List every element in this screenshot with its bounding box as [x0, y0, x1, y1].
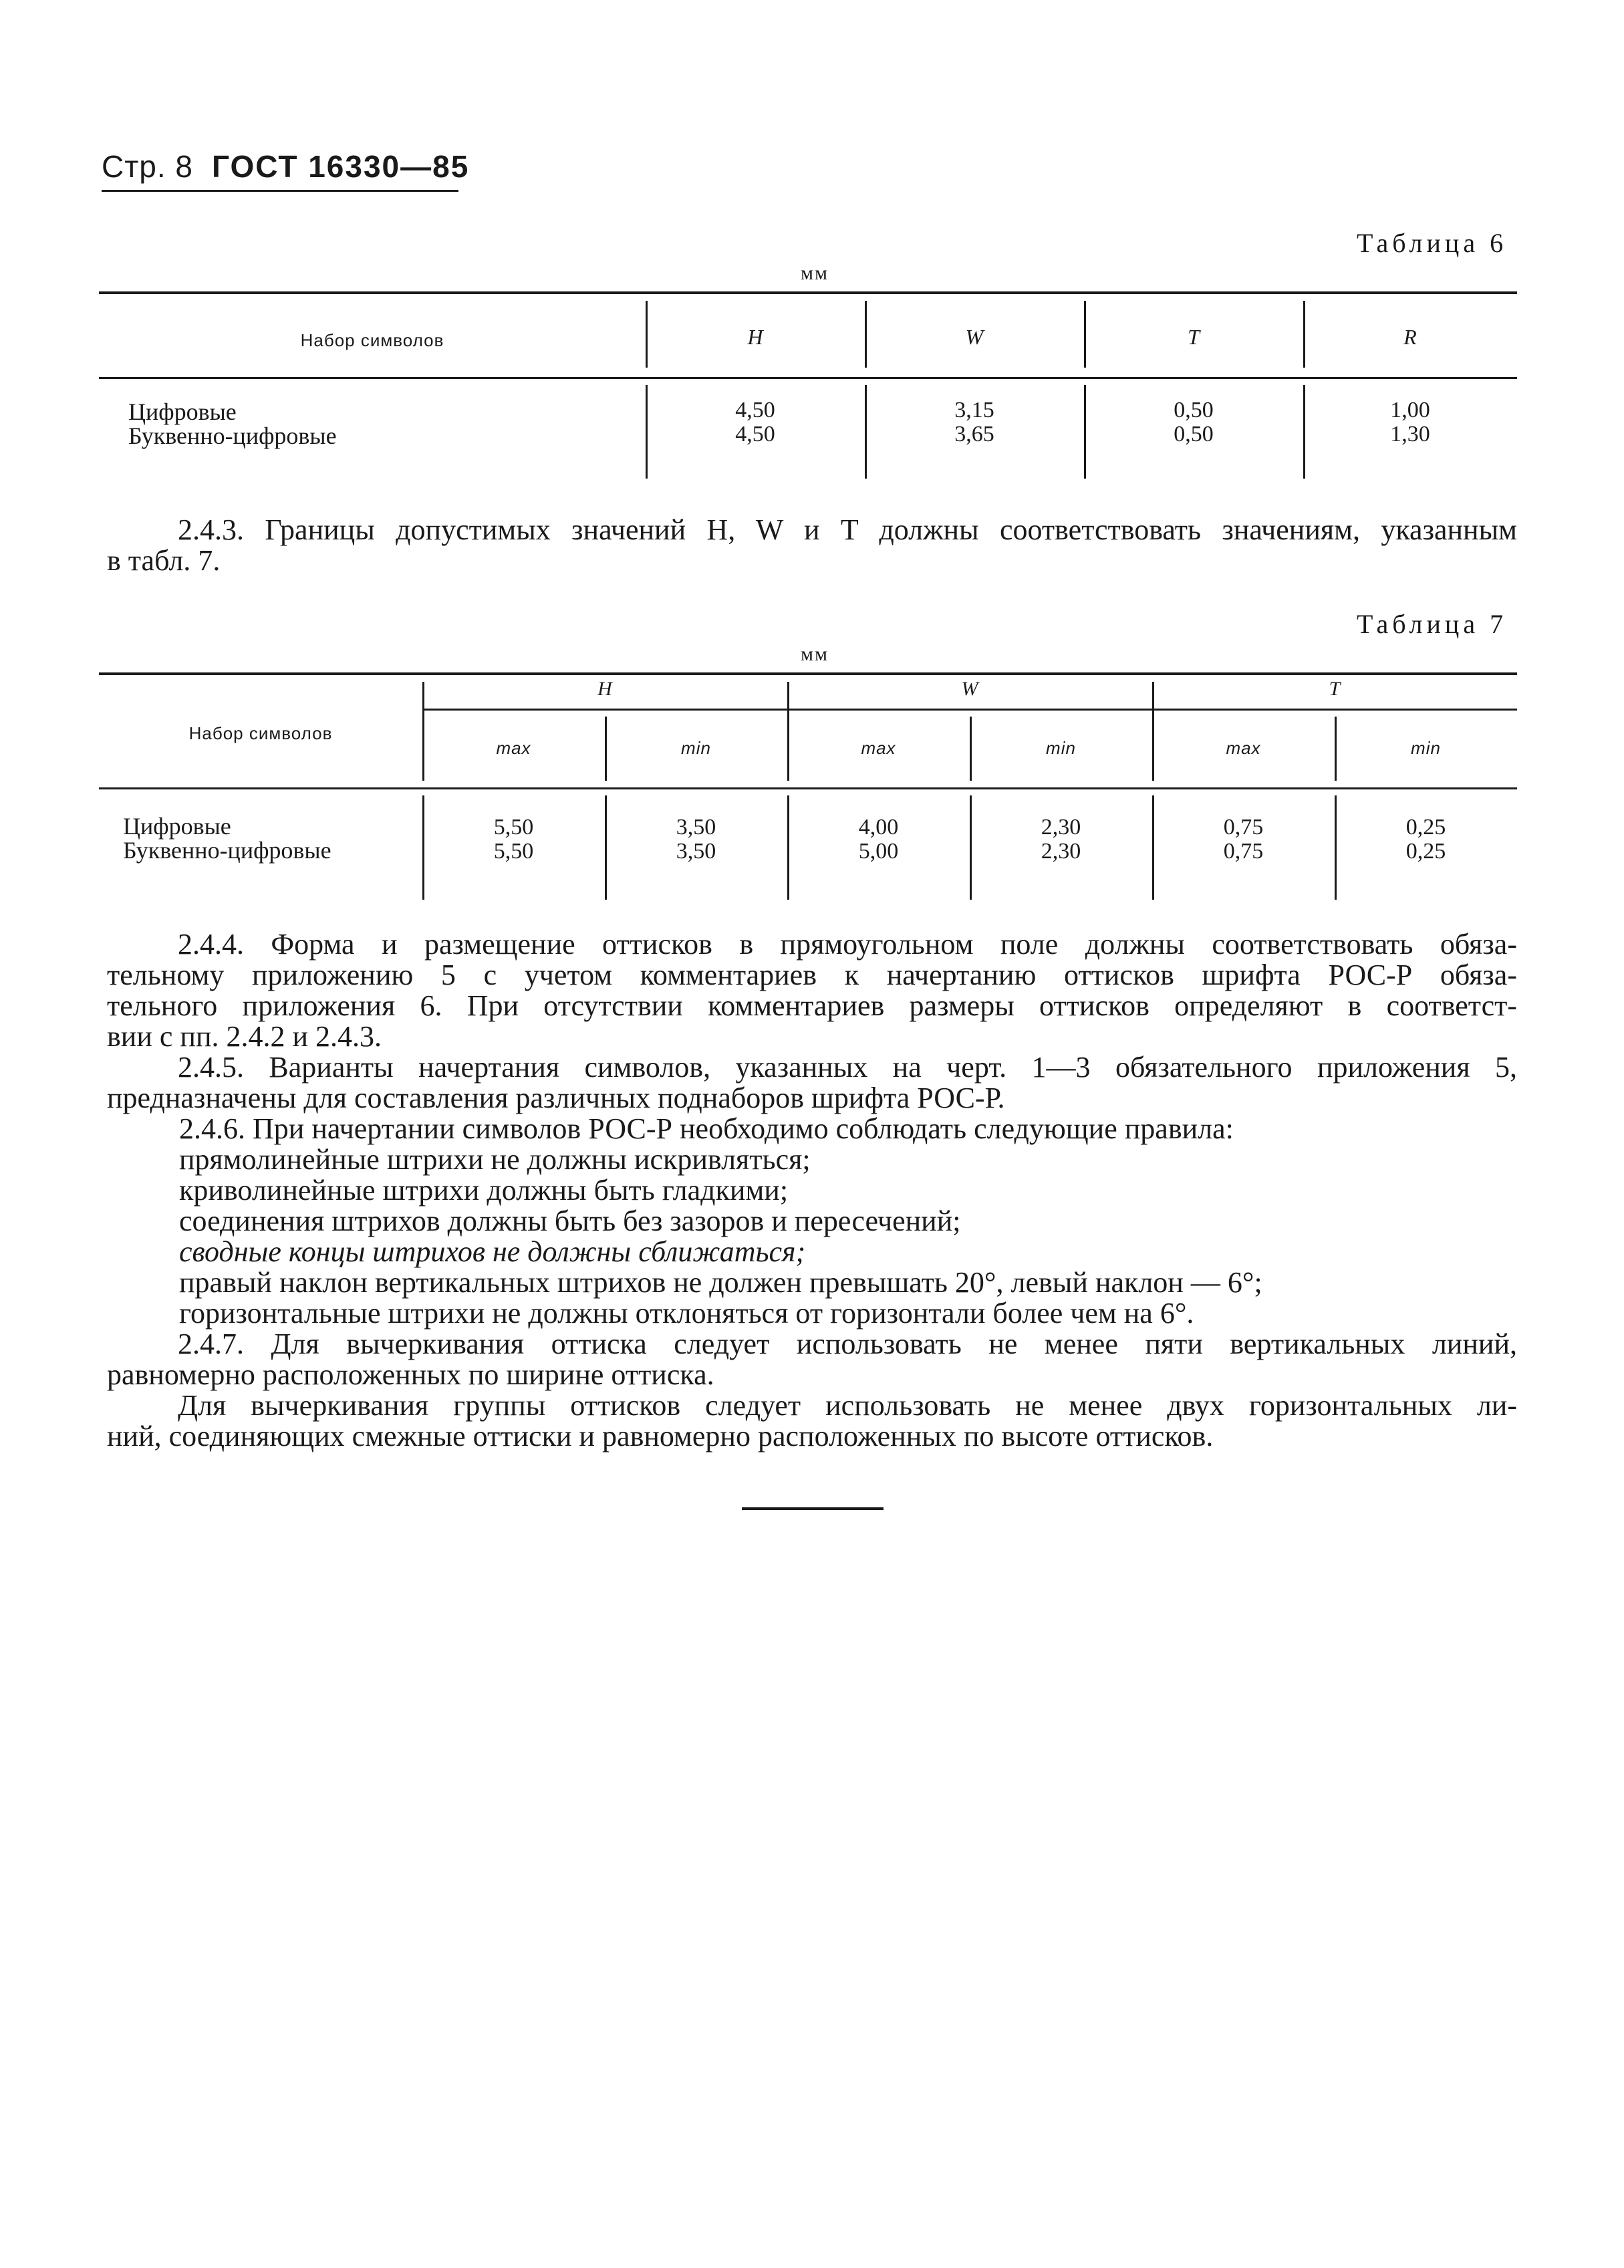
paragraph-2-4-3: [107, 515, 1517, 576]
table7-group-t: T: [1329, 678, 1341, 700]
table7-group-rule: [422, 709, 1517, 711]
table6-head-label: Набор символов: [300, 330, 444, 350]
page-header: [102, 148, 469, 184]
table7-sub-min: min: [1411, 738, 1441, 758]
table7-row-label: Буквенно-цифровые: [123, 837, 331, 864]
table7-group-h: H: [597, 678, 612, 700]
table6-cell: 4,50: [735, 398, 775, 422]
table6-row-labels: [128, 400, 337, 448]
table7-header-rule: [99, 787, 1517, 789]
table6-col-t: [1084, 398, 1303, 447]
table7-head-label: Набор символов: [188, 723, 333, 743]
text-line: в табл. 7.: [107, 544, 221, 577]
text-line: предназначены для составления различных поднаборов шрифта РОС-Р.: [107, 1082, 1005, 1114]
table7-cell: 5,50: [493, 815, 534, 840]
table7-cell: 4,00: [858, 815, 899, 840]
table6-caption: Таблица 6: [1357, 228, 1508, 258]
table6-head-w: W: [965, 325, 984, 349]
table6-row-label: Цифровые: [128, 398, 237, 425]
table7-col: [1335, 815, 1517, 864]
text-line: 2.4.4. Форма и размещение оттисков в прямоугольном поле должны соответствовать обяза-: [178, 928, 1517, 961]
table7-sub-min: min: [681, 738, 711, 758]
table7-row-label: Цифровые: [123, 813, 231, 840]
table7-sub-max: max: [1226, 738, 1261, 758]
table6-cell: 1,30: [1390, 422, 1430, 447]
table6-unit: мм: [801, 262, 829, 284]
rule-item: правый наклон вертикальных штрихов не должен превышать 20°, левый наклон — 6°;: [179, 1266, 1262, 1299]
table7-unit: мм: [801, 643, 829, 665]
rule-item: сводные концы штрихов не должны сближаться;: [179, 1235, 806, 1268]
table7-col: [422, 815, 605, 864]
table7-caption: Таблица 7: [1357, 609, 1508, 639]
rule-item: криволинейные штрихи должны быть гладкими;: [179, 1174, 789, 1207]
table6-cell: 1,00: [1390, 398, 1430, 422]
text-line: ний, соединяющих смежные оттиски и равномерно расположенных по высоте оттисков.: [107, 1420, 1214, 1453]
table7-sub-max: max: [496, 738, 531, 758]
table7-cell: 5,00: [858, 839, 899, 864]
table7-cell: 0,75: [1223, 815, 1264, 840]
paragraph-2-4-5: [107, 1052, 1517, 1114]
paragraph-2-4-6-intro: 2.4.6. При начертании символов РОС-Р необходимо соблюдать следующие правила:: [179, 1112, 1234, 1145]
table7-cell: 0,75: [1223, 839, 1264, 864]
table6-col-w: [865, 398, 1084, 447]
rule-item: горизонтальные штрихи не должны отклоняться от горизонтали более чем на 6°.: [179, 1297, 1194, 1330]
end-of-section-rule: [742, 1507, 884, 1510]
standard-number: ГОСТ 16330—85: [212, 149, 470, 184]
table7-row-labels: [123, 814, 331, 862]
table6-head-t: T: [1188, 325, 1200, 349]
text-line: Для вычеркивания группы оттисков следует использовать не менее двух горизонтальных ли-: [178, 1389, 1517, 1422]
table6-top-rule: [99, 291, 1517, 294]
text-line: тельному приложению 5 с учетом комментариев к начертанию оттисков шрифта РОС-Р обяза-: [107, 959, 1517, 991]
rule-item: прямолинейные штрихи не должны искривляться;: [179, 1143, 811, 1176]
rule-item: соединения штрихов должны быть без зазоров и пересечений;: [179, 1205, 961, 1237]
table6-cell: 0,50: [1174, 398, 1214, 422]
table6: [99, 291, 1517, 479]
table7-col: [787, 815, 970, 864]
table7-cell: 0,25: [1405, 815, 1446, 840]
table6-cell: 3,65: [954, 422, 994, 447]
table6-head-r: R: [1403, 325, 1417, 349]
table7-sub-max: max: [861, 738, 896, 758]
text-line: 2.4.5. Варианты начертания символов, указанных на черт. 1—3 обязательного приложения 5,: [178, 1051, 1517, 1084]
table6-cell: 3,15: [954, 398, 994, 422]
text-line: 2.4.3. Границы допустимых значений H, W и T должны соответствовать значениям, указанным: [178, 513, 1517, 546]
table6-col-r: [1303, 398, 1517, 447]
table7-top-rule: [99, 672, 1517, 675]
text-line: равномерно расположенных по ширине оттиска.: [107, 1358, 714, 1391]
table7-group-w: W: [961, 678, 978, 700]
table7-col: [605, 815, 787, 864]
table7-cell: 2,30: [1041, 839, 1081, 864]
table7: [99, 672, 1517, 900]
table6-row-label: Буквенно-цифровые: [128, 422, 337, 449]
table6-header-rule: [99, 377, 1517, 379]
table6-col-h: [646, 398, 865, 447]
text-line: тельного приложения 6. При отсутствии комментариев размеры оттисков определяют в соответст-: [107, 989, 1517, 1022]
table7-sub-min: min: [1046, 738, 1076, 758]
table6-cell: 0,50: [1174, 422, 1214, 447]
text-line: вии с пп. 2.4.2 и 2.4.3.: [107, 1020, 382, 1053]
table6-head-h: H: [747, 325, 763, 349]
table7-cell: 5,50: [493, 839, 534, 864]
page-number: Стр. 8: [102, 149, 194, 184]
table7-col: [1152, 815, 1335, 864]
table7-cell: 3,50: [676, 815, 716, 840]
text-line: 2.4.7. Для вычеркивания оттиска следует использовать не менее пяти вертикальных линий,: [178, 1328, 1517, 1360]
table7-cell: 2,30: [1041, 815, 1081, 840]
paragraph-2-4-4: [107, 929, 1517, 1052]
table6-cell: 4,50: [735, 422, 775, 447]
header-underline: [102, 190, 458, 192]
table7-cell: 3,50: [676, 839, 716, 864]
paragraph-2-4-7: [107, 1329, 1517, 1390]
table7-cell: 0,25: [1405, 839, 1446, 864]
table7-col: [970, 815, 1152, 864]
paragraph-group-strikeout: [107, 1390, 1517, 1452]
